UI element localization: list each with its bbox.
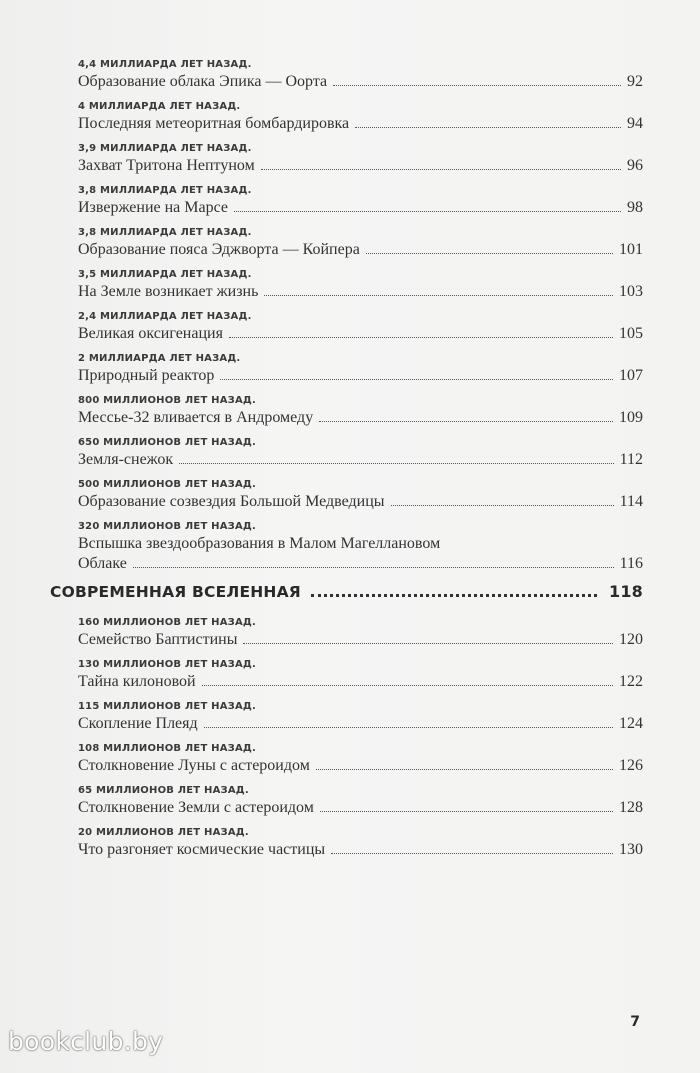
toc-entry xyxy=(78,742,643,776)
toc-entry-title[interactable]: Земля-снежок xyxy=(78,451,174,468)
toc-entry-page[interactable]: 116 xyxy=(619,555,643,572)
toc-entry-page[interactable]: 126 xyxy=(619,757,643,774)
dot-leader xyxy=(179,463,613,464)
toc-group-after xyxy=(78,616,643,860)
dot-leader xyxy=(202,685,613,686)
toc-entry-page[interactable]: 107 xyxy=(619,367,643,384)
section-title: СОВРЕМЕННАЯ ВСЕЛЕННАЯ xyxy=(50,583,301,601)
toc-entry-page[interactable]: 130 xyxy=(619,841,643,858)
dot-leader xyxy=(319,421,613,422)
toc-entry-title[interactable]: Последняя метеоритная бомбардировка xyxy=(78,115,350,132)
toc-entry-date: 130 МИЛЛИОНОВ ЛЕТ НАЗАД. xyxy=(78,659,257,670)
toc-entry-page[interactable]: 109 xyxy=(619,409,643,426)
toc-entry xyxy=(78,700,643,734)
toc-entry-date: 3,8 МИЛЛИАРДА ЛЕТ НАЗАД. xyxy=(78,185,252,196)
toc-entry-page[interactable]: 124 xyxy=(619,715,643,732)
toc-entry-date: 20 МИЛЛИОНОВ ЛЕТ НАЗАД. xyxy=(78,827,249,838)
toc-entry-date: 2 МИЛЛИАРДА ЛЕТ НАЗАД. xyxy=(78,353,241,364)
toc-entry xyxy=(78,58,643,92)
toc-entry-two-line xyxy=(78,520,643,574)
toc-entry-date: 2,4 МИЛЛИАРДА ЛЕТ НАЗАД. xyxy=(78,311,252,322)
toc-entry-date: 115 МИЛЛИОНОВ ЛЕТ НАЗАД. xyxy=(78,701,257,712)
page-number: 7 xyxy=(630,1014,640,1030)
toc-entry-page[interactable]: 105 xyxy=(619,325,643,342)
toc-group-before xyxy=(78,58,643,512)
toc-entry-page[interactable]: 128 xyxy=(619,799,643,816)
toc-entry-date: 108 МИЛЛИОНОВ ЛЕТ НАЗАД. xyxy=(78,743,257,754)
toc-entry-title[interactable]: Мессье-32 вливается в Андромеду xyxy=(78,409,314,426)
toc-entry-title[interactable]: Семейство Баптистины xyxy=(78,631,238,648)
dot-leader xyxy=(320,811,613,812)
toc-entry-page[interactable]: 122 xyxy=(619,673,643,690)
toc-entry-title[interactable]: Извержение на Марсе xyxy=(78,199,228,216)
dot-leader xyxy=(204,727,613,728)
toc-entry-title[interactable]: Образование пояса Эджворта — Койпера xyxy=(78,241,360,258)
dot-leader xyxy=(331,853,613,854)
toc-entry-page[interactable]: 120 xyxy=(619,631,643,648)
toc-entry-date: 4,4 МИЛЛИАРДА ЛЕТ НАЗАД. xyxy=(78,59,252,70)
toc-entry-date: 500 МИЛЛИОНОВ ЛЕТ НАЗАД. xyxy=(78,479,257,490)
toc-entry-title[interactable]: Великая оксигенация xyxy=(78,325,223,342)
dot-leader xyxy=(133,567,614,568)
toc-entry xyxy=(78,394,643,428)
toc-entry-page[interactable]: 92 xyxy=(627,73,643,90)
toc-entry xyxy=(78,826,643,860)
toc-entry-date: 650 МИЛЛИОНОВ ЛЕТ НАЗАД. xyxy=(78,437,257,448)
dot-leader xyxy=(264,295,613,296)
toc-entry-title[interactable]: Столкновение Земли с астероидом xyxy=(78,799,314,816)
dot-leader xyxy=(355,127,621,128)
dot-leader xyxy=(234,211,621,212)
toc-entry-date: 800 МИЛЛИОНОВ ЛЕТ НАЗАД. xyxy=(78,395,257,406)
toc-entry xyxy=(78,226,643,260)
toc-entry-title[interactable]: Образование облака Эпика — Оорта xyxy=(78,73,328,90)
toc-entry-date: 4 МИЛЛИАРДА ЛЕТ НАЗАД. xyxy=(78,101,241,112)
toc-entry-page[interactable]: 114 xyxy=(619,493,643,510)
dot-leader xyxy=(220,379,613,380)
toc-entry-date: 160 МИЛЛИОНОВ ЛЕТ НАЗАД. xyxy=(78,617,257,628)
toc-entry-date: 320 МИЛЛИОНОВ ЛЕТ НАЗАД. xyxy=(78,521,257,532)
watermark-logo: bookclub.by xyxy=(8,1027,164,1056)
toc-entry-page[interactable]: 96 xyxy=(627,157,643,174)
section-page: 118 xyxy=(609,582,643,601)
dot-leader xyxy=(391,505,614,506)
toc-entry-title[interactable]: Тайна килоновой xyxy=(78,673,196,690)
section-dot-leader xyxy=(311,594,597,597)
toc-entry xyxy=(78,352,643,386)
toc-entry xyxy=(78,142,643,176)
toc-entry-page[interactable]: 101 xyxy=(619,241,643,258)
dot-leader xyxy=(229,337,613,338)
toc-entry-title[interactable]: Столкновение Луны с астероидом xyxy=(78,757,310,774)
toc-entry-title-line2[interactable]: Облаке xyxy=(78,555,127,572)
toc-entry xyxy=(78,184,643,218)
toc-entry xyxy=(78,268,643,302)
toc-entry-page[interactable]: 98 xyxy=(627,199,643,216)
toc-entry xyxy=(78,478,643,512)
toc-entry xyxy=(78,784,643,818)
toc-entry-page[interactable]: 112 xyxy=(619,451,643,468)
dot-leader xyxy=(366,253,613,254)
toc-entry-date: 3,9 МИЛЛИАРДА ЛЕТ НАЗАД. xyxy=(78,143,252,154)
toc-entry-title-line1[interactable]: Вспышка звездообразования в Малом Магеллановом xyxy=(78,535,441,552)
dot-leader xyxy=(333,85,621,86)
toc-entry-title[interactable]: На Земле возникает жизнь xyxy=(78,283,259,300)
toc-entry xyxy=(78,436,643,470)
toc-entry-date: 3,5 МИЛЛИАРДА ЛЕТ НАЗАД. xyxy=(78,269,252,280)
toc-entry-date: 3,8 МИЛЛИАРДА ЛЕТ НАЗАД. xyxy=(78,227,252,238)
dot-leader xyxy=(243,643,613,644)
toc-entry-title[interactable]: Образование созвездия Большой Медведицы xyxy=(78,493,385,510)
dot-leader xyxy=(261,169,621,170)
toc-entry-date: 65 МИЛЛИОНОВ ЛЕТ НАЗАД. xyxy=(78,785,249,796)
toc-entry xyxy=(78,100,643,134)
toc-entry-title[interactable]: Скопление Плеяд xyxy=(78,715,198,732)
dot-leader xyxy=(316,769,613,770)
toc-entry-title[interactable]: Природный реактор xyxy=(78,367,215,384)
toc-entry-title[interactable]: Захват Тритона Нептуном xyxy=(78,157,255,174)
toc-entry xyxy=(78,310,643,344)
toc-entry-title[interactable]: Что разгоняет космические частицы xyxy=(78,841,326,858)
table-of-contents xyxy=(50,58,643,868)
toc-entry xyxy=(78,658,643,692)
toc-entry-page[interactable]: 94 xyxy=(627,115,643,132)
toc-section-heading[interactable] xyxy=(50,582,643,602)
toc-entry xyxy=(78,616,643,650)
toc-entry-page[interactable]: 103 xyxy=(619,283,643,300)
